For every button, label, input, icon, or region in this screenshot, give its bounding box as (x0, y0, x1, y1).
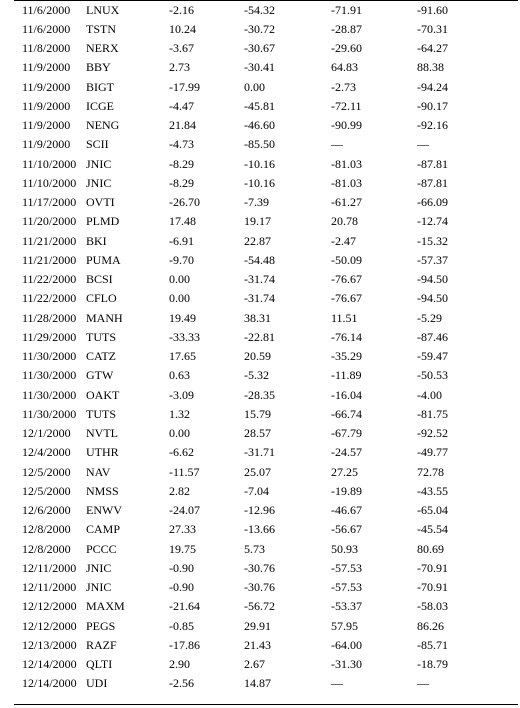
cell-ticker: SCII (86, 137, 109, 152)
table-row (0, 135, 520, 154)
cell-return-1: -4.73 (169, 137, 194, 152)
table-row (0, 366, 520, 385)
cell-return-4: -43.55 (417, 483, 448, 498)
cell-date: 12/5/2000 (22, 483, 71, 498)
cell-return-1: -0.85 (169, 618, 194, 633)
table-row (0, 78, 520, 97)
cell-ticker: NENG (86, 118, 120, 132)
table-row (0, 655, 520, 674)
cell-date: 11/10/2000 (22, 156, 77, 171)
cell-return-3: -76.67 (331, 291, 362, 306)
cell-return-1: 2.90 (169, 657, 190, 671)
cell-return-3: -81.03 (331, 156, 362, 171)
cell-return-1: 21.84 (169, 118, 196, 132)
cell-return-3: -90.99 (331, 118, 362, 132)
cell-return-3: -24.57 (331, 445, 362, 460)
cell-return-4: -12.74 (417, 214, 448, 229)
cell-ticker: GTW (86, 368, 114, 383)
cell-return-2: 0.00 (244, 79, 265, 94)
cell-return-4: — (417, 676, 429, 691)
cell-date: 11/29/2000 (22, 329, 77, 344)
cell-return-2: -85.50 (244, 137, 275, 152)
cell-return-1: 2.73 (169, 60, 190, 75)
table-row (0, 155, 520, 174)
cell-return-2: -28.35 (244, 387, 275, 402)
cell-return-3: -67.79 (331, 426, 362, 440)
cell-date: 12/8/2000 (22, 541, 71, 556)
cell-return-2: -30.76 (244, 560, 275, 575)
cell-return-1: -21.64 (169, 599, 200, 614)
cell-return-2: -54.32 (244, 2, 275, 17)
table-row (0, 58, 520, 77)
cell-return-1: 19.49 (169, 310, 196, 325)
cell-return-4: — (417, 137, 429, 152)
cell-return-4: -18.79 (417, 657, 448, 671)
cell-return-4: -45.54 (417, 522, 448, 537)
cell-ticker: NMSS (86, 483, 119, 498)
cell-return-3: -57.53 (331, 580, 362, 594)
cell-return-2: -30.41 (244, 60, 275, 75)
cell-date: 11/9/2000 (22, 60, 71, 75)
cell-date: 11/21/2000 (22, 233, 77, 248)
cell-return-2: 28.57 (244, 426, 271, 440)
cell-return-1: -17.99 (169, 79, 200, 94)
cell-return-2: -22.81 (244, 329, 275, 344)
cell-return-1: 0.63 (169, 368, 190, 383)
cell-return-2: 15.79 (244, 406, 271, 421)
cell-return-1: 0.00 (169, 291, 190, 306)
cell-return-3: -64.00 (331, 637, 362, 652)
cell-return-4: -5.29 (417, 310, 442, 325)
cell-return-4: -81.75 (417, 406, 448, 421)
cell-date: 11/21/2000 (22, 252, 77, 267)
cell-return-2: -7.04 (244, 483, 269, 498)
cell-return-3: -61.27 (331, 195, 362, 209)
cell-return-3: -46.67 (331, 503, 362, 517)
table-row (0, 309, 520, 328)
cell-return-4: -15.32 (417, 233, 448, 248)
cell-return-3: 50.93 (331, 541, 358, 556)
cell-return-3: — (331, 676, 343, 691)
cell-date: 12/13/2000 (22, 637, 77, 652)
table-row (0, 386, 520, 405)
cell-ticker: JNIC (86, 175, 112, 190)
cell-ticker: TUTS (86, 406, 116, 421)
table-row (0, 501, 520, 520)
cell-return-4: -59.47 (417, 349, 448, 363)
cell-return-1: 17.65 (169, 349, 196, 363)
cell-ticker: MAXM (86, 599, 125, 614)
table-row (0, 212, 520, 231)
table-row (0, 20, 520, 39)
cell-date: 11/17/2000 (22, 195, 77, 209)
cell-return-4: -70.91 (417, 580, 448, 594)
cell-return-1: -33.33 (169, 329, 200, 344)
cell-ticker: JNIC (86, 156, 112, 171)
cell-return-2: -30.76 (244, 580, 275, 594)
cell-ticker: BCSI (86, 272, 113, 286)
cell-return-2: -31.74 (244, 291, 275, 306)
cell-return-1: 0.00 (169, 426, 190, 440)
table-row (0, 578, 520, 597)
cell-date: 11/9/2000 (22, 79, 71, 94)
cell-return-3: -2.73 (331, 79, 356, 94)
cell-ticker: NERX (86, 41, 119, 55)
table-row (0, 405, 520, 424)
cell-return-4: -87.46 (417, 329, 448, 344)
cell-date: 11/6/2000 (22, 21, 71, 36)
cell-return-4: -94.50 (417, 272, 448, 286)
cell-return-1: -0.90 (169, 560, 194, 575)
cell-return-1: 1.32 (169, 406, 190, 421)
cell-return-4: -92.16 (417, 118, 448, 132)
cell-return-1: 10.24 (169, 21, 196, 36)
table-row (0, 347, 520, 366)
cell-date: 11/30/2000 (22, 406, 77, 421)
cell-ticker: JNIC (86, 560, 112, 575)
table-row (0, 559, 520, 578)
cell-return-2: 19.17 (244, 214, 271, 229)
cell-date: 12/11/2000 (22, 560, 77, 575)
cell-ticker: LNUX (86, 2, 120, 17)
cell-return-4: -94.24 (417, 79, 448, 94)
cell-date: 11/30/2000 (22, 368, 77, 383)
cell-ticker: QLTI (86, 657, 113, 671)
cell-ticker: JNIC (86, 580, 112, 594)
cell-return-3: -19.89 (331, 483, 362, 498)
cell-return-1: -24.07 (169, 503, 200, 517)
cell-date: 12/14/2000 (22, 657, 77, 671)
cell-return-3: -2.47 (331, 233, 356, 248)
table-row (0, 328, 520, 347)
cell-return-3: -16.04 (331, 387, 362, 402)
table-row (0, 289, 520, 308)
cell-return-2: 2.67 (244, 657, 265, 671)
cell-return-2: -7.39 (244, 195, 269, 209)
cell-ticker: OAKT (86, 387, 120, 402)
cell-return-4: -92.52 (417, 426, 448, 440)
cell-return-4: -87.81 (417, 156, 448, 171)
cell-return-4: -57.37 (417, 252, 448, 267)
cell-return-4: -4.00 (417, 387, 442, 402)
cell-return-4: -64.27 (417, 41, 448, 55)
table-row (0, 270, 520, 289)
cell-date: 11/30/2000 (22, 349, 77, 363)
cell-ticker: CATZ (86, 349, 116, 363)
cell-ticker: TSTN (86, 21, 116, 36)
cell-date: 11/10/2000 (22, 175, 77, 190)
table-row (0, 540, 520, 559)
cell-return-1: 27.33 (169, 522, 196, 537)
cell-return-3: -57.53 (331, 560, 362, 575)
cell-return-4: -70.31 (417, 21, 448, 36)
cell-return-3: -81.03 (331, 175, 362, 190)
cell-ticker: RAZF (86, 637, 117, 652)
cell-return-2: 5.73 (244, 541, 265, 556)
cell-return-4: 72.78 (417, 464, 444, 479)
table-row (0, 443, 520, 462)
cell-date: 12/6/2000 (22, 503, 71, 517)
cell-return-3: 20.78 (331, 214, 358, 229)
cell-return-3: 27.25 (331, 464, 358, 479)
cell-return-2: -13.66 (244, 522, 275, 537)
cell-return-2: -10.16 (244, 175, 275, 190)
cell-return-4: -58.03 (417, 599, 448, 614)
cell-date: 11/9/2000 (22, 118, 71, 132)
cell-date: 12/8/2000 (22, 522, 71, 537)
cell-return-1: -17.86 (169, 637, 200, 652)
cell-ticker: BBY (86, 60, 111, 75)
cell-ticker: BKI (86, 233, 107, 248)
cell-ticker: NAV (86, 464, 111, 479)
table-row (0, 1, 520, 20)
cell-date: 11/8/2000 (22, 41, 71, 55)
cell-ticker: NVTL (86, 426, 118, 440)
cell-return-4: -87.81 (417, 175, 448, 190)
cell-return-3: -76.67 (331, 272, 362, 286)
cell-ticker: CAMP (86, 522, 121, 537)
table-row (0, 193, 520, 212)
cell-ticker: CFLO (86, 291, 117, 306)
cell-return-1: -2.56 (169, 676, 194, 691)
cell-return-2: -31.74 (244, 272, 275, 286)
cell-date: 12/14/2000 (22, 676, 77, 691)
cell-return-4: -65.04 (417, 503, 448, 517)
cell-return-1: -9.70 (169, 252, 194, 267)
cell-return-1: -6.62 (169, 445, 194, 460)
cell-return-3: 57.95 (331, 618, 358, 633)
cell-return-4: -85.71 (417, 637, 448, 652)
cell-date: 11/22/2000 (22, 272, 77, 286)
cell-date: 11/22/2000 (22, 291, 77, 306)
table-row (0, 424, 520, 443)
cell-return-4: 86.26 (417, 618, 444, 633)
cell-ticker: MANH (86, 310, 123, 325)
cell-return-1: -26.70 (169, 195, 200, 209)
cell-ticker: PCCC (86, 541, 117, 556)
table-row (0, 251, 520, 270)
cell-ticker: ENWV (86, 503, 122, 517)
cell-date: 12/12/2000 (22, 618, 77, 633)
cell-return-2: -31.71 (244, 445, 275, 460)
cell-return-3: -76.14 (331, 329, 362, 344)
table-row (0, 617, 520, 636)
cell-return-2: 21.43 (244, 637, 271, 652)
cell-return-3: -11.89 (331, 368, 362, 383)
cell-return-2: 22.87 (244, 233, 271, 248)
cell-return-2: 29.91 (244, 618, 271, 633)
cell-return-3: 11.51 (331, 310, 358, 325)
cell-return-3: -31.30 (331, 657, 362, 671)
table-row (0, 174, 520, 193)
cell-return-2: -46.60 (244, 118, 275, 132)
cell-return-3: -66.74 (331, 406, 362, 421)
cell-return-3: — (331, 137, 343, 152)
cell-return-2: 14.87 (244, 676, 271, 691)
table-row (0, 39, 520, 58)
cell-date: 11/9/2000 (22, 98, 71, 113)
table-row (0, 463, 520, 482)
cell-return-2: -12.96 (244, 503, 275, 517)
cell-return-2: 20.59 (244, 349, 271, 363)
table-row (0, 97, 520, 116)
cell-return-1: -8.29 (169, 175, 194, 190)
cell-return-1: -3.09 (169, 387, 194, 402)
table-row (0, 116, 520, 135)
cell-date: 12/4/2000 (22, 445, 71, 460)
table-row (0, 636, 520, 655)
cell-return-4: 80.69 (417, 541, 444, 556)
cell-return-3: -72.11 (331, 98, 362, 113)
cell-return-3: -71.91 (331, 2, 362, 17)
cell-return-2: -30.67 (244, 41, 275, 55)
cell-return-2: -45.81 (244, 98, 275, 113)
cell-return-1: -4.47 (169, 98, 194, 113)
cell-return-3: -53.37 (331, 599, 362, 614)
cell-return-4: 88.38 (417, 60, 444, 75)
cell-return-2: -30.72 (244, 21, 275, 36)
cell-return-4: -90.17 (417, 98, 448, 113)
cell-return-4: -94.50 (417, 291, 448, 306)
table-row (0, 520, 520, 539)
cell-return-4: -70.91 (417, 560, 448, 575)
cell-ticker: BIGT (86, 79, 114, 94)
cell-date: 11/28/2000 (22, 310, 77, 325)
cell-return-3: -56.67 (331, 522, 362, 537)
cell-ticker: TUTS (86, 329, 116, 344)
table-row (0, 674, 520, 693)
cell-ticker: UTHR (86, 445, 119, 460)
cell-return-3: 64.83 (331, 60, 358, 75)
cell-return-1: -6.91 (169, 233, 194, 248)
table-row (0, 597, 520, 616)
cell-ticker: UDI (86, 676, 108, 691)
cell-return-2: -10.16 (244, 156, 275, 171)
cell-date: 11/6/2000 (22, 2, 71, 17)
cell-return-2: -56.72 (244, 599, 275, 614)
cell-ticker: PEGS (86, 618, 116, 633)
cell-return-3: -35.29 (331, 349, 362, 363)
cell-date: 11/20/2000 (22, 214, 77, 229)
cell-ticker: OVTI (86, 195, 115, 209)
cell-return-1: -0.90 (169, 580, 194, 594)
cell-return-1: 17.48 (169, 214, 196, 229)
cell-return-2: 25.07 (244, 464, 271, 479)
cell-return-1: -3.67 (169, 41, 194, 55)
cell-ticker: ICGE (86, 98, 114, 113)
cell-date: 12/5/2000 (22, 464, 71, 479)
cell-date: 11/30/2000 (22, 387, 77, 402)
cell-ticker: PUMA (86, 252, 121, 267)
cell-return-2: -54.48 (244, 252, 275, 267)
cell-return-1: 19.75 (169, 541, 196, 556)
cell-date: 12/12/2000 (22, 599, 77, 614)
cell-return-4: -49.77 (417, 445, 448, 460)
table-row (0, 232, 520, 251)
cell-return-1: -8.29 (169, 156, 194, 171)
cell-date: 11/9/2000 (22, 137, 71, 152)
cell-ticker: PLMD (86, 214, 120, 229)
cell-return-3: -29.60 (331, 41, 362, 55)
cell-return-3: -28.87 (331, 21, 362, 36)
cell-return-3: -50.09 (331, 252, 362, 267)
cell-return-1: 2.82 (169, 483, 190, 498)
cell-date: 12/1/2000 (22, 426, 71, 440)
cell-return-1: -2.16 (169, 2, 194, 17)
cell-return-2: -5.32 (244, 368, 269, 383)
table-row (0, 482, 520, 501)
cell-return-1: 0.00 (169, 272, 190, 286)
cell-return-4: -50.53 (417, 368, 448, 383)
cell-return-4: -66.09 (417, 195, 448, 209)
cell-return-1: -11.57 (169, 464, 200, 479)
cell-date: 12/11/2000 (22, 580, 77, 594)
table-bottom-rule (14, 704, 518, 705)
cell-return-2: 38.31 (244, 310, 271, 325)
cell-return-4: -91.60 (417, 2, 448, 17)
